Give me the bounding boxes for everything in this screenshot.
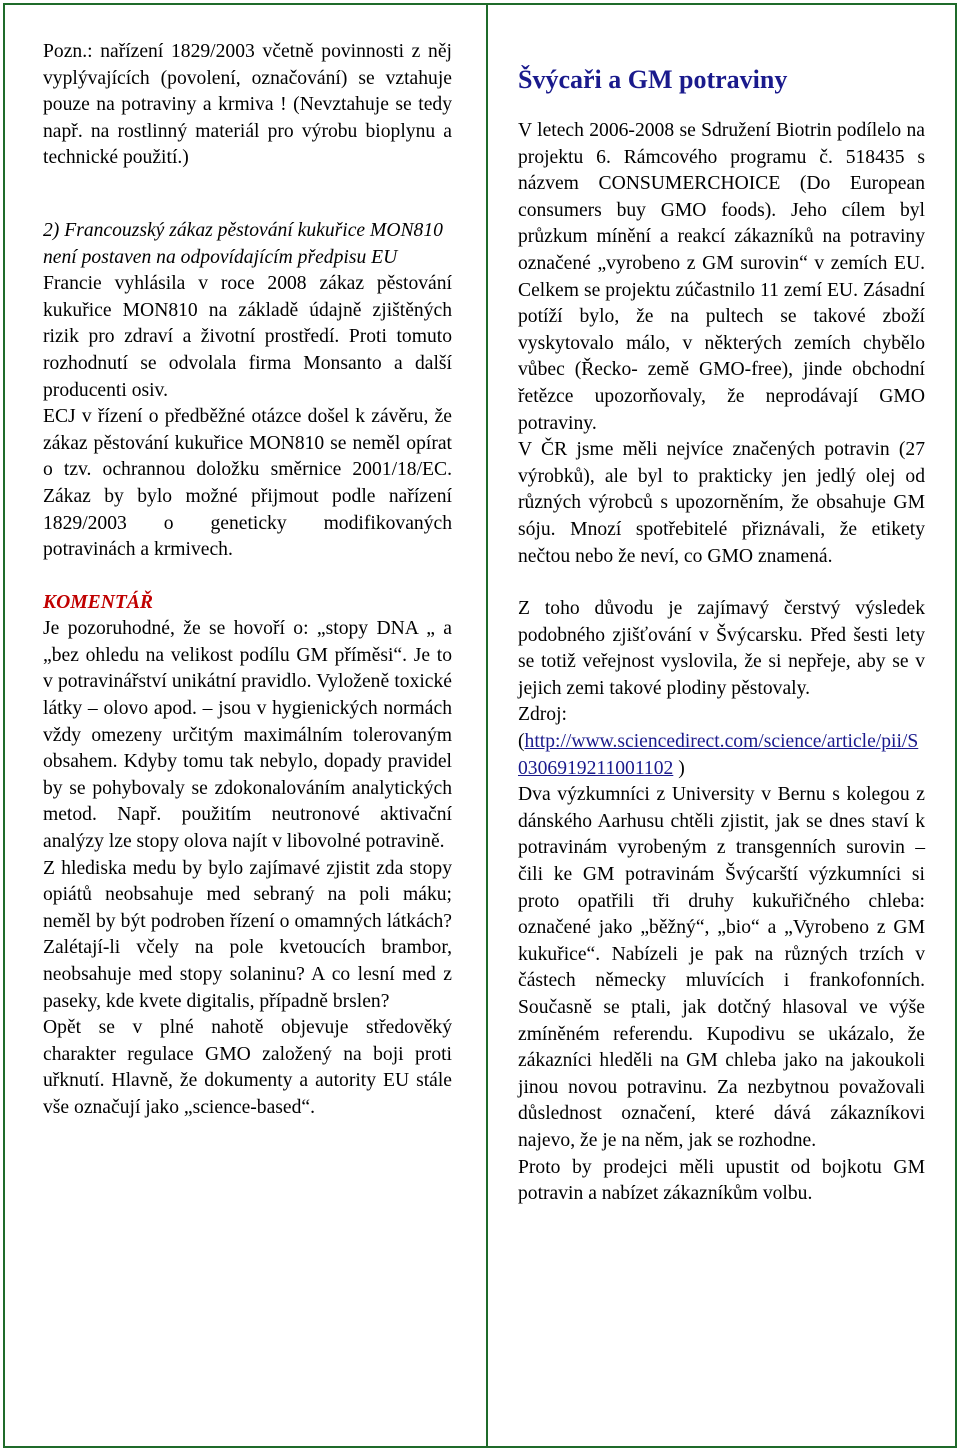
source-link[interactable]: http://www.sciencedirect.com/science/article/pii/S0306919211001102 [518,731,919,779]
article-paragraph-5: Proto by prodejci měli upustit od bojkotu GM potravin a nabízet zákazníkům volbu. [518,1156,925,1205]
article-paragraph-2: V ČR jsme měli nejvíce značených potravin (27 výrobků), ale byl to prakticky jen jedlý olej od různých výrobců s upozorněním, že obsahuje GM sóju. Mnozí spotřebitelé přiznávali, že etikety nečtou nebo že neví, co GMO znamená. [518,439,925,567]
column-divider [486,5,488,1446]
section-paragraph-1: Francie vyhlásila v roce 2008 zákaz pěstování kukuřice MON810 na základě údajně zjištěných rizik pro zdraví a životní prostředí. Proti tomuto rozhodnutí se odvolala firma Monsanto a další producenti osiv. [43,273,452,401]
source-open: ( [518,731,525,753]
note-paragraph: Pozn.: nařízení 1829/2003 včetně povinnosti z něj vyplývajících (povolení, označování) se vztahuje pouze na potraviny a krmiva ! (Nevztahuje se tedy např. na rostlinný materiál pro výrobu bioplynu a technické použití.) [43,41,452,169]
article-paragraph-4: Dva výzkumníci z University v Bernu s kolegou z dánského Aarhusu chtěli zjistit, jak se dnes staví k potravinám vyrobeným z transgenních surovin – čili ke GM potravinám Švýcarští výzkumníci si proto opatřili tři druhy kukuřičného chleba: označené jako „běžný“, „bio“ a „Vyrobeno z GM kukuřice“. Nabízeli je pak na různých trzích v částech německy mluvících i frankofonních. Současně se ptali, jak dotčný hlasoval ve výše zmíněném referendu. Kupodivu se ukázalo, že zákazníci hleděli na GM chleba jako na jakoukoli jinou novou potravinu. Za nezbytnou považovali důslednost označení, které dává zákazníkovi najevo, že je na něm, jak se rozhodne. [518,784,925,1151]
document-page [3,3,957,1448]
article-title: Švýcaři a GM potraviny [518,65,788,94]
komentar-paragraph-3: Opět se v plné nahotě objevuje středověký charakter regulace GMO založený na boji proti uřknutí. Hlavně, že dokumenty a autority EU stále vše označují jako „science-based“. [43,1017,452,1118]
section-paragraph-2: ECJ v řízení o předběžné otázce došel k závěru, že zákaz pěstování kukuřice MON810 se neměl opírat o tzv. ochrannou doložku směrnice 2001/18/EC. Zákaz by bylo možné přijmout podle nařízení 1829/2003 o geneticky modifikovaných potravinách a krmivech. [43,406,452,561]
source-line [518,729,925,782]
article-paragraph-3: Z toho důvodu je zajímavý čerstvý výsledek podobného zjišťování v Švýcarsku. Před šesti lety se totiž veřejnost vyslovila, že si nepřeje, aby se v jejich zemi takové plodiny pěstovaly. [518,598,925,699]
komentar-paragraph-1: Je pozoruhodné, že se hovoří o: „stopy DNA „ a „bez ohledu na velikost podílu GM příměsi“. Je to v potravinářství unikátní pravidlo. Vyloženě toxické látky – olovo apod. – jsou v hygienických normách vždy omezeny určitým maximálním tolerovaným obsahem. Kdyby tomu tak nebylo, dopady pravidel by se pohybovaly se zdokonalováním analytických metod. Např. použitím neutronové aktivační analýzy lze stopy olova najít v libovolné potravině. [43,618,452,853]
right-column [518,64,925,1208]
source-close: ) [673,757,685,779]
source-label: Zdroj: [518,704,567,726]
article-paragraph-1: V letech 2006-2008 se Sdružení Biotrin podílelo na projektu 6. Rámcového programu č. 518435 s názvem CONSUMERCHOICE (Do European consumers buy GMO foods). Jeho cílem byl průzkum mínění a reakcí zákazníků na potraviny označené „vyrobeno z GM surovin“ v zemích EU. Celkem se projektu zúčastnilo 11 zemí EU. Zásadní potíží bylo, že na pultech se takové zboží vyskytovalo málo, v některých zemích chybělo vůbec (Řecko- země GMO-free), jinde obchodní řetězce upozorňovaly, že neprodávají GMO potraviny. [518,120,925,434]
left-column [43,39,452,1122]
section-heading: 2) Francouzský zákaz pěstování kukuřice MON810 není postaven na odpovídajícím předpisu EU [43,219,443,268]
komentar-heading: KOMENTÁŘ [43,591,153,613]
komentar-paragraph-2: Z hlediska medu by bylo zajímavé zjistit zda stopy opiátů neobsahuje med sebraný na poli máku; neměl by být podroben řízení o omamných látkách? Zalétají-li včely na pole kvetoucích brambor, neobsahuje med stopy solaninu? A co lesní med z paseky, kde kvete digitalis, případně brslen? [43,857,452,1012]
